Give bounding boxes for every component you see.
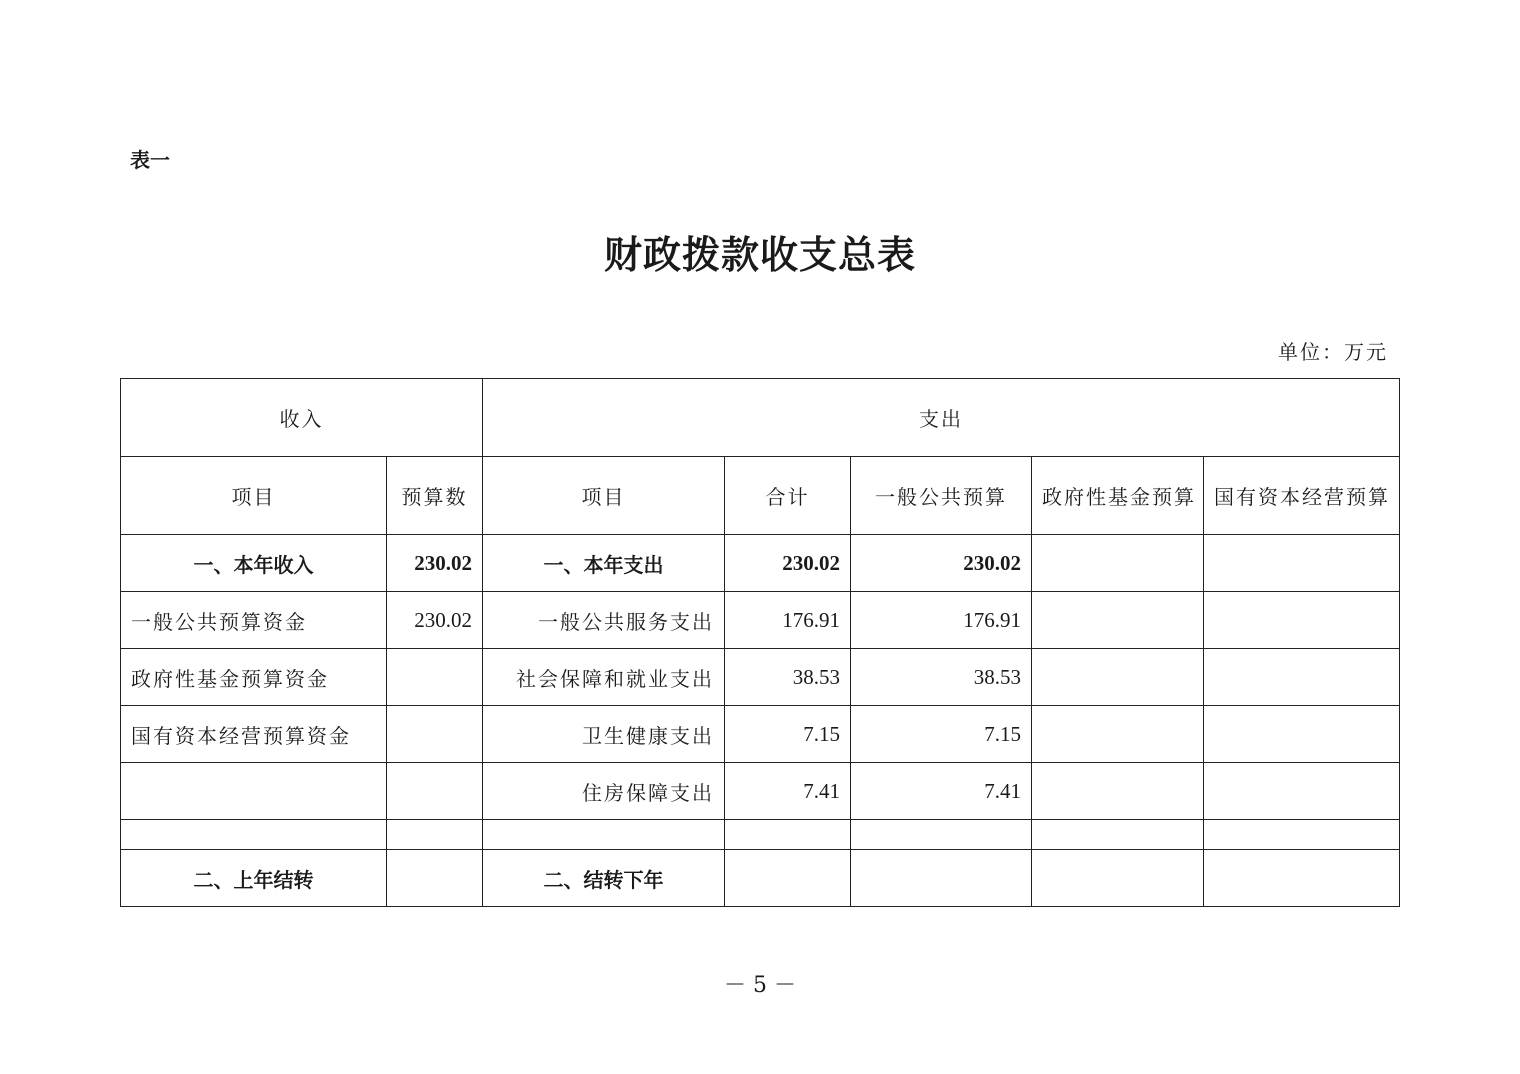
row-label: 一般公共预算资金 — [121, 592, 387, 649]
column-header-row — [121, 457, 1400, 535]
table-row — [121, 850, 1400, 907]
cell-value — [1204, 535, 1400, 592]
row-label: 一、本年支出 — [483, 535, 725, 592]
col-header-income-item: 项目 — [121, 457, 387, 535]
row-label: 卫生健康支出 — [483, 706, 725, 763]
cell-value — [851, 820, 1032, 850]
page-title: 财政拨款收支总表 — [603, 232, 916, 277]
table-row — [121, 649, 1400, 706]
cell-value — [1204, 649, 1400, 706]
col-header-gov-fund-budget: 政府性基金预算 — [1032, 457, 1204, 535]
cell-value: 176.91 — [851, 592, 1032, 649]
cell-value — [1204, 850, 1400, 907]
table-row — [121, 592, 1400, 649]
row-label: 二、结转下年 — [483, 850, 725, 907]
row-label: 社会保障和就业支出 — [483, 649, 725, 706]
page-number: － 5 － — [724, 973, 796, 998]
cell-value — [483, 820, 725, 850]
cell-value: 230.02 — [725, 535, 851, 592]
row-label — [121, 763, 387, 820]
cell-value — [1204, 763, 1400, 820]
cell-value — [1204, 706, 1400, 763]
cell-value — [1032, 850, 1204, 907]
cell-value: 230.02 — [387, 535, 483, 592]
cell-value — [387, 706, 483, 763]
cell-value — [387, 763, 483, 820]
col-header-expense-item: 项目 — [483, 457, 725, 535]
row-label: 一般公共服务支出 — [483, 592, 725, 649]
col-header-budget: 预算数 — [387, 457, 483, 535]
row-label: 政府性基金预算资金 — [121, 649, 387, 706]
cell-value — [387, 850, 483, 907]
table-row — [121, 763, 1400, 820]
col-header-total: 合计 — [725, 457, 851, 535]
cell-value: 38.53 — [851, 649, 1032, 706]
cell-value — [725, 820, 851, 850]
cell-value — [1032, 763, 1204, 820]
cell-value: 230.02 — [851, 535, 1032, 592]
col-header-general-budget: 一般公共预算 — [851, 457, 1032, 535]
income-header: 收入 — [121, 379, 483, 457]
col-header-state-capital-budget: 国有资本经营预算 — [1204, 457, 1400, 535]
row-label: 国有资本经营预算资金 — [121, 706, 387, 763]
table-label: 表一 — [130, 148, 170, 172]
cell-value: 176.91 — [725, 592, 851, 649]
row-label: 二、上年结转 — [121, 850, 387, 907]
cell-value — [1204, 592, 1400, 649]
cell-value: 7.15 — [851, 706, 1032, 763]
cell-value: 7.41 — [851, 763, 1032, 820]
cell-value — [1032, 592, 1204, 649]
cell-value — [387, 649, 483, 706]
cell-value — [1204, 820, 1400, 850]
cell-value — [1032, 820, 1204, 850]
table-row — [121, 820, 1400, 850]
cell-value — [1032, 706, 1204, 763]
cell-value: 230.02 — [387, 592, 483, 649]
cell-value: 7.15 — [725, 706, 851, 763]
row-label: 一、本年收入 — [121, 535, 387, 592]
cell-value — [1032, 535, 1204, 592]
unit-label: 单位：万元 — [1278, 340, 1388, 364]
cell-value — [851, 850, 1032, 907]
table-row — [121, 706, 1400, 763]
cell-value — [725, 850, 851, 907]
cell-value: 7.41 — [725, 763, 851, 820]
cell-value — [121, 820, 387, 850]
cell-value — [1032, 649, 1204, 706]
row-label: 住房保障支出 — [483, 763, 725, 820]
expense-header: 支出 — [483, 379, 1400, 457]
table-row — [121, 535, 1400, 592]
cell-value — [387, 820, 483, 850]
cell-value: 38.53 — [725, 649, 851, 706]
budget-table — [120, 378, 1400, 907]
group-header-row — [121, 379, 1400, 457]
